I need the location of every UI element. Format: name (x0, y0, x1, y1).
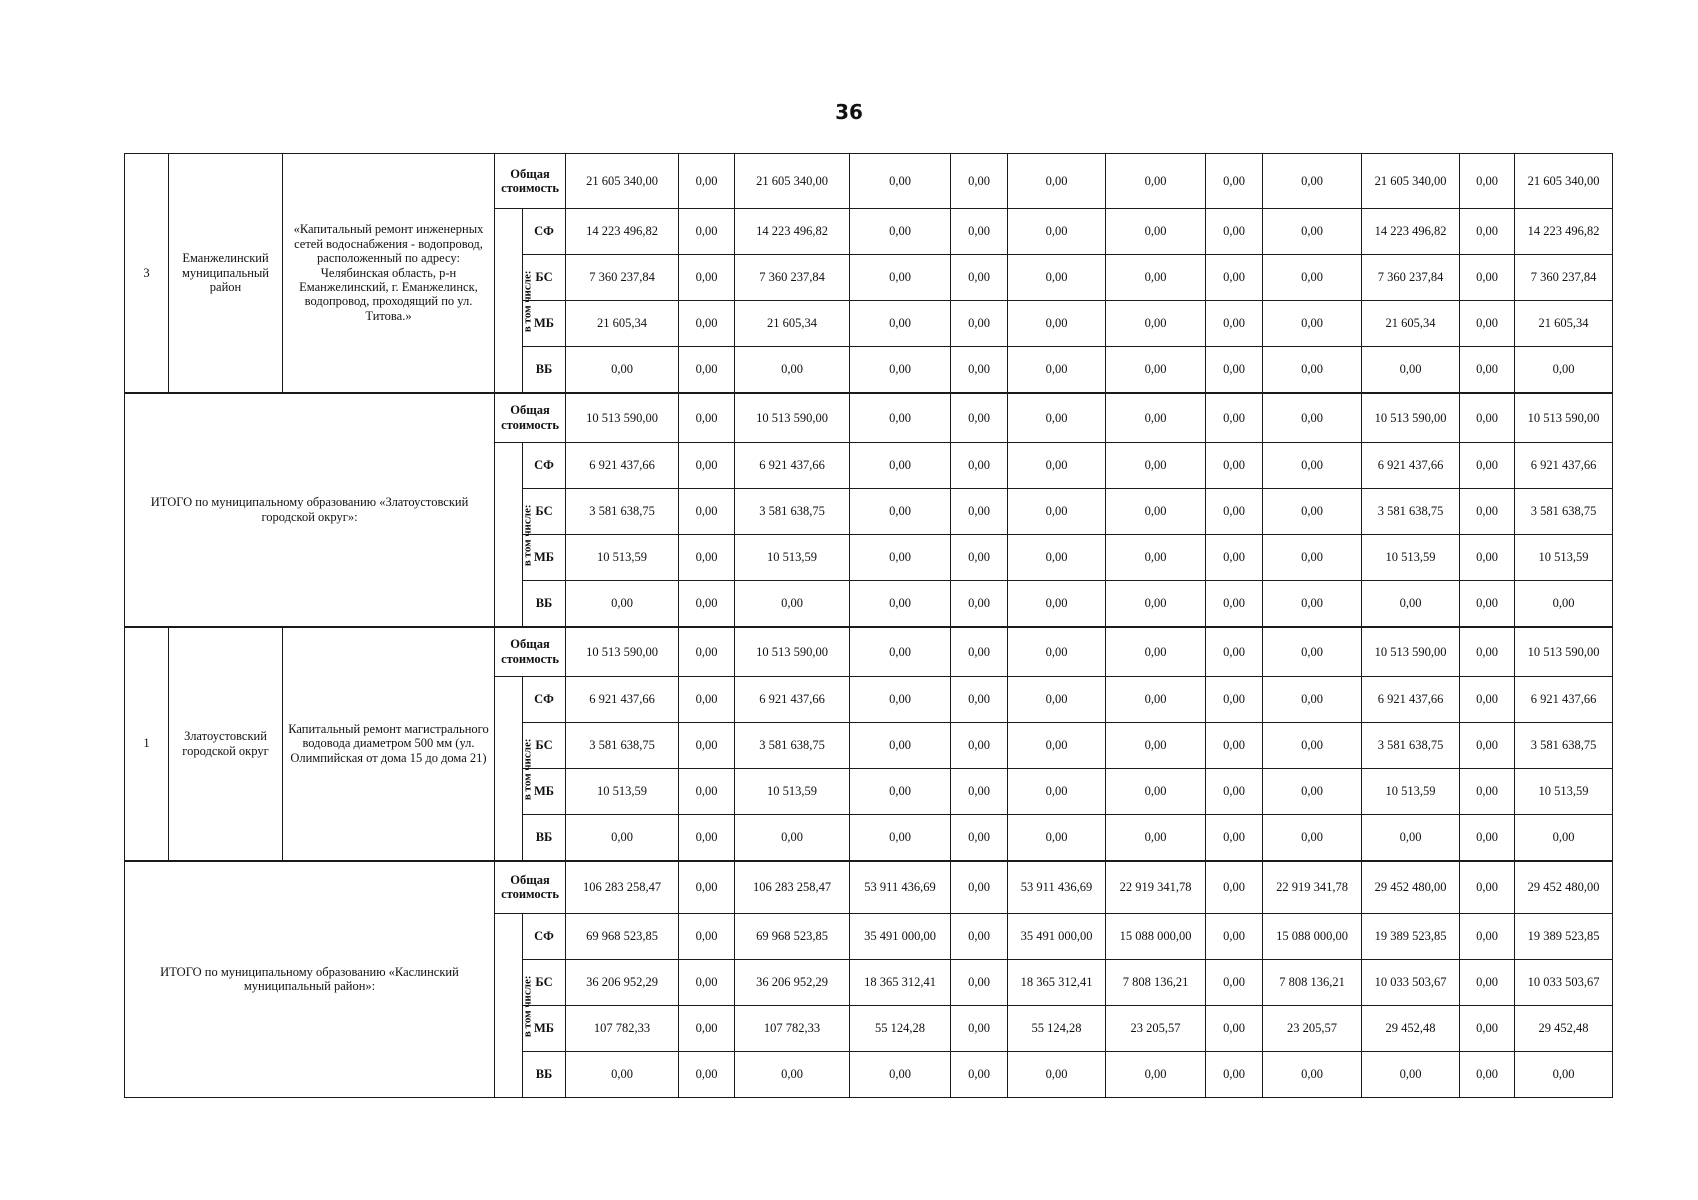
amount-cell: 21 605 340,00 (735, 154, 850, 209)
amount-cell: 14 223 496,82 (735, 209, 850, 255)
amount-cell: 0,00 (1460, 154, 1515, 209)
amount-cell: 106 283 258,47 (735, 861, 850, 914)
amount-cell: 36 206 952,29 (735, 960, 850, 1006)
amount-cell: 7 360 237,84 (1515, 255, 1613, 301)
amount-cell: 0,00 (951, 489, 1008, 535)
amount-cell: 0,00 (1460, 1006, 1515, 1052)
amount-cell: 10 513 590,00 (1362, 393, 1460, 443)
amount-cell: 10 513 590,00 (566, 627, 679, 677)
including-label-cell (495, 209, 534, 393)
amount-cell: 0,00 (951, 301, 1008, 347)
amount-cell: 0,00 (679, 347, 735, 393)
amount-cell: 0,00 (850, 209, 951, 255)
amount-cell: 0,00 (850, 443, 951, 489)
amount-cell: 0,00 (850, 581, 951, 627)
source-label: ВБ (523, 815, 566, 861)
source-label: СФ (523, 209, 566, 255)
amount-cell: 0,00 (850, 535, 951, 581)
amount-cell: 10 513,59 (566, 535, 679, 581)
amount-cell: 0,00 (1008, 443, 1106, 489)
amount-cell: 0,00 (1206, 301, 1263, 347)
amount-cell: 0,00 (850, 723, 951, 769)
amount-cell: 0,00 (1460, 1052, 1515, 1098)
amount-cell: 0,00 (850, 154, 951, 209)
amount-cell: 0,00 (1106, 769, 1206, 815)
amount-cell: 0,00 (1106, 815, 1206, 861)
source-label: ВБ (523, 581, 566, 627)
amount-cell: 0,00 (679, 914, 735, 960)
amount-cell: 0,00 (1008, 154, 1106, 209)
amount-cell: 0,00 (951, 154, 1008, 209)
amount-cell: 36 206 952,29 (566, 960, 679, 1006)
including-label: в том числе: (521, 975, 534, 1038)
amount-cell: 10 513 590,00 (1362, 627, 1460, 677)
amount-cell: 0,00 (679, 723, 735, 769)
source-label: СФ (523, 677, 566, 723)
amount-cell: 0,00 (679, 627, 735, 677)
amount-cell: 18 365 312,41 (850, 960, 951, 1006)
amount-cell: 0,00 (1460, 489, 1515, 535)
amount-cell: 0,00 (1206, 535, 1263, 581)
amount-cell: 0,00 (1206, 1052, 1263, 1098)
including-label-cell (495, 443, 534, 627)
amount-cell: 0,00 (951, 535, 1008, 581)
amount-cell: 0,00 (679, 769, 735, 815)
amount-cell: 29 452,48 (1515, 1006, 1613, 1052)
amount-cell: 0,00 (1460, 914, 1515, 960)
amount-cell: 0,00 (1460, 581, 1515, 627)
amount-cell: 10 513,59 (566, 769, 679, 815)
amount-cell: 0,00 (679, 535, 735, 581)
amount-cell: 0,00 (951, 581, 1008, 627)
amount-cell: 21 605 340,00 (1362, 154, 1460, 209)
amount-cell: 10 513,59 (1515, 769, 1613, 815)
amount-cell: 3 581 638,75 (735, 489, 850, 535)
amount-cell: 0,00 (1206, 815, 1263, 861)
amount-cell: 10 513,59 (735, 535, 850, 581)
amount-cell: 0,00 (1263, 815, 1362, 861)
amount-cell: 0,00 (1460, 301, 1515, 347)
amount-cell: 0,00 (1263, 769, 1362, 815)
amount-cell: 29 452 480,00 (1362, 861, 1460, 914)
amount-cell: 0,00 (1460, 393, 1515, 443)
amount-cell: 10 513,59 (735, 769, 850, 815)
amount-cell: 15 088 000,00 (1263, 914, 1362, 960)
amount-cell: 0,00 (1206, 581, 1263, 627)
amount-cell: 0,00 (1008, 723, 1106, 769)
amount-cell: 55 124,28 (1008, 1006, 1106, 1052)
amount-cell: 0,00 (850, 677, 951, 723)
amount-cell: 0,00 (1206, 1006, 1263, 1052)
amount-cell: 53 911 436,69 (1008, 861, 1106, 914)
amount-cell: 0,00 (1206, 677, 1263, 723)
including-label-cell (495, 677, 534, 861)
amount-cell: 0,00 (850, 301, 951, 347)
amount-cell: 0,00 (735, 581, 850, 627)
amount-cell: 0,00 (1206, 914, 1263, 960)
amount-cell: 14 223 496,82 (1515, 209, 1613, 255)
amount-cell: 0,00 (679, 815, 735, 861)
amount-cell: 0,00 (1460, 861, 1515, 914)
amount-cell: 0,00 (951, 627, 1008, 677)
amount-cell: 0,00 (951, 209, 1008, 255)
amount-cell: 0,00 (1206, 255, 1263, 301)
amount-cell: 10 513 590,00 (566, 393, 679, 443)
amount-cell: 0,00 (1263, 677, 1362, 723)
amount-cell: 0,00 (1106, 301, 1206, 347)
amount-cell: 0,00 (566, 815, 679, 861)
amount-cell: 0,00 (951, 255, 1008, 301)
amount-cell: 10 513 590,00 (1515, 393, 1613, 443)
amount-cell: 0,00 (850, 1052, 951, 1098)
amount-cell: 0,00 (951, 393, 1008, 443)
amount-cell: 0,00 (951, 677, 1008, 723)
amount-cell: 0,00 (1515, 581, 1613, 627)
source-label: БС (523, 255, 566, 301)
amount-cell: 0,00 (1106, 209, 1206, 255)
amount-cell: 3 581 638,75 (1515, 723, 1613, 769)
amount-cell: 0,00 (1263, 393, 1362, 443)
amount-cell: 29 452,48 (1362, 1006, 1460, 1052)
amount-cell: 0,00 (1460, 255, 1515, 301)
amount-cell: 0,00 (951, 815, 1008, 861)
amount-cell: 0,00 (1106, 154, 1206, 209)
amount-cell: 7 808 136,21 (1263, 960, 1362, 1006)
amount-cell: 21 605,34 (1362, 301, 1460, 347)
amount-cell: 0,00 (1460, 960, 1515, 1006)
amount-cell: 0,00 (951, 723, 1008, 769)
total-cost-label: Общая стоимость (495, 861, 566, 914)
amount-cell: 0,00 (679, 154, 735, 209)
amount-cell: 10 033 503,67 (1362, 960, 1460, 1006)
amount-cell: 0,00 (1362, 347, 1460, 393)
source-label: МБ (523, 1006, 566, 1052)
amount-cell: 0,00 (1515, 347, 1613, 393)
amount-cell: 0,00 (679, 677, 735, 723)
amount-cell: 7 360 237,84 (1362, 255, 1460, 301)
amount-cell: 0,00 (566, 581, 679, 627)
table-row (125, 861, 1613, 914)
amount-cell: 0,00 (1008, 255, 1106, 301)
amount-cell: 21 605,34 (566, 301, 679, 347)
amount-cell: 0,00 (1106, 723, 1206, 769)
amount-cell: 107 782,33 (566, 1006, 679, 1052)
amount-cell: 0,00 (1460, 723, 1515, 769)
amount-cell: 10 513 590,00 (735, 627, 850, 677)
amount-cell: 0,00 (1106, 255, 1206, 301)
amount-cell: 23 205,57 (1106, 1006, 1206, 1052)
total-cost-label: Общая стоимость (495, 393, 566, 443)
amount-cell: 0,00 (1008, 769, 1106, 815)
amount-cell: 0,00 (1206, 489, 1263, 535)
municipality-name: Еманжелинский муниципальный район (169, 154, 283, 393)
total-label: ИТОГО по муниципальному образованию «Каслинский муниципальный район»: (125, 861, 495, 1098)
including-label-cell (495, 914, 534, 1098)
amount-cell: 0,00 (679, 581, 735, 627)
amount-cell: 0,00 (1008, 489, 1106, 535)
amount-cell: 0,00 (1460, 443, 1515, 489)
amount-cell: 0,00 (1206, 209, 1263, 255)
page-number: 36 (835, 100, 863, 124)
total-label: ИТОГО по муниципальному образованию «Златоустовский городской округ»: (125, 393, 495, 627)
total-cost-label: Общая стоимость (495, 627, 566, 677)
amount-cell: 0,00 (1263, 154, 1362, 209)
amount-cell: 3 581 638,75 (735, 723, 850, 769)
source-label: БС (523, 723, 566, 769)
amount-cell: 0,00 (1106, 581, 1206, 627)
amount-cell: 0,00 (1206, 347, 1263, 393)
amount-cell: 6 921 437,66 (566, 677, 679, 723)
amount-cell: 0,00 (1106, 627, 1206, 677)
amount-cell: 0,00 (679, 489, 735, 535)
amount-cell: 6 921 437,66 (1515, 677, 1613, 723)
amount-cell: 0,00 (1263, 627, 1362, 677)
amount-cell: 55 124,28 (850, 1006, 951, 1052)
amount-cell: 53 911 436,69 (850, 861, 951, 914)
amount-cell: 0,00 (1008, 535, 1106, 581)
amount-cell: 10 513,59 (1362, 769, 1460, 815)
amount-cell: 35 491 000,00 (850, 914, 951, 960)
amount-cell: 10 513,59 (1515, 535, 1613, 581)
amount-cell: 0,00 (679, 443, 735, 489)
amount-cell: 0,00 (1263, 535, 1362, 581)
table-row (125, 627, 1613, 677)
amount-cell: 0,00 (1206, 769, 1263, 815)
amount-cell: 0,00 (1008, 393, 1106, 443)
municipality-name: Златоустовский городской округ (169, 627, 283, 861)
source-label: МБ (523, 535, 566, 581)
amount-cell: 0,00 (679, 255, 735, 301)
source-label: ВБ (523, 347, 566, 393)
amount-cell: 0,00 (1460, 769, 1515, 815)
source-label: БС (523, 960, 566, 1006)
source-label: СФ (523, 443, 566, 489)
table-row (125, 393, 1613, 443)
amount-cell: 3 581 638,75 (566, 489, 679, 535)
amount-cell: 0,00 (1008, 815, 1106, 861)
amount-cell: 0,00 (1008, 627, 1106, 677)
amount-cell: 21 605,34 (1515, 301, 1613, 347)
including-label: в том числе: (521, 504, 534, 567)
amount-cell: 0,00 (1106, 677, 1206, 723)
amount-cell: 0,00 (679, 209, 735, 255)
amount-cell: 3 581 638,75 (1515, 489, 1613, 535)
amount-cell: 29 452 480,00 (1515, 861, 1613, 914)
amount-cell: 0,00 (679, 1052, 735, 1098)
source-label: МБ (523, 301, 566, 347)
amount-cell: 7 360 237,84 (735, 255, 850, 301)
item-number: 3 (125, 154, 169, 393)
amount-cell: 0,00 (1008, 1052, 1106, 1098)
amount-cell: 6 921 437,66 (735, 443, 850, 489)
amount-cell: 0,00 (1106, 1052, 1206, 1098)
amount-cell: 6 921 437,66 (1515, 443, 1613, 489)
amount-cell: 0,00 (1008, 347, 1106, 393)
amount-cell: 18 365 312,41 (1008, 960, 1106, 1006)
amount-cell: 0,00 (850, 255, 951, 301)
amount-cell: 10 513,59 (1362, 535, 1460, 581)
amount-cell: 7 808 136,21 (1106, 960, 1206, 1006)
amount-cell: 0,00 (951, 347, 1008, 393)
table-row (125, 154, 1613, 209)
total-cost-label: Общая стоимость (495, 154, 566, 209)
amount-cell: 0,00 (1106, 347, 1206, 393)
amount-cell: 0,00 (1206, 393, 1263, 443)
amount-cell: 0,00 (679, 960, 735, 1006)
amount-cell: 0,00 (735, 1052, 850, 1098)
amount-cell: 0,00 (951, 1052, 1008, 1098)
source-label: СФ (523, 914, 566, 960)
amount-cell: 15 088 000,00 (1106, 914, 1206, 960)
amount-cell: 0,00 (850, 347, 951, 393)
amount-cell: 3 581 638,75 (566, 723, 679, 769)
amount-cell: 0,00 (850, 769, 951, 815)
amount-cell: 0,00 (1515, 815, 1613, 861)
amount-cell: 0,00 (1206, 627, 1263, 677)
amount-cell: 0,00 (1008, 581, 1106, 627)
amount-cell: 0,00 (1460, 677, 1515, 723)
amount-cell: 0,00 (1263, 489, 1362, 535)
amount-cell: 0,00 (735, 347, 850, 393)
project-description: Капитальный ремонт магистрального водовода диаметром 500 мм (ул. Олимпийская от дома 15 до дома 21) (283, 627, 495, 861)
amount-cell: 0,00 (951, 960, 1008, 1006)
amount-cell: 3 581 638,75 (1362, 723, 1460, 769)
amount-cell: 0,00 (679, 301, 735, 347)
amount-cell: 0,00 (1263, 347, 1362, 393)
amount-cell: 35 491 000,00 (1008, 914, 1106, 960)
including-label: в том числе: (521, 270, 534, 333)
amount-cell: 0,00 (1362, 581, 1460, 627)
amount-cell: 0,00 (1008, 677, 1106, 723)
amount-cell: 0,00 (566, 347, 679, 393)
amount-cell: 0,00 (679, 1006, 735, 1052)
amount-cell: 21 605 340,00 (1515, 154, 1613, 209)
amount-cell: 0,00 (951, 769, 1008, 815)
amount-cell: 0,00 (850, 393, 951, 443)
amount-cell: 69 968 523,85 (735, 914, 850, 960)
amount-cell: 10 513 590,00 (735, 393, 850, 443)
project-description: «Капитальный ремонт инженерных сетей водоснабжения - водопровод, расположенный по адресу: Челябинская область, р-н Еманжелинский, г. Еманжелинск, водопровод, проходящий по ул. Титова.» (283, 154, 495, 393)
amount-cell: 0,00 (1106, 443, 1206, 489)
amount-cell: 0,00 (1263, 209, 1362, 255)
including-label: в том числе: (521, 738, 534, 801)
amount-cell: 0,00 (951, 861, 1008, 914)
amount-cell: 0,00 (1008, 209, 1106, 255)
amount-cell: 0,00 (1460, 627, 1515, 677)
amount-cell: 0,00 (566, 1052, 679, 1098)
source-label: БС (523, 489, 566, 535)
amount-cell: 0,00 (1460, 209, 1515, 255)
amount-cell: 0,00 (951, 443, 1008, 489)
amount-cell: 21 605 340,00 (566, 154, 679, 209)
amount-cell: 10 033 503,67 (1515, 960, 1613, 1006)
amount-cell: 21 605,34 (735, 301, 850, 347)
amount-cell: 0,00 (1263, 723, 1362, 769)
budget-table (124, 153, 1613, 1098)
amount-cell: 0,00 (850, 815, 951, 861)
amount-cell: 0,00 (735, 815, 850, 861)
amount-cell: 0,00 (1206, 960, 1263, 1006)
amount-cell: 0,00 (1206, 861, 1263, 914)
amount-cell: 14 223 496,82 (566, 209, 679, 255)
amount-cell: 19 389 523,85 (1515, 914, 1613, 960)
amount-cell: 107 782,33 (735, 1006, 850, 1052)
source-label: ВБ (523, 1052, 566, 1098)
amount-cell: 0,00 (1106, 489, 1206, 535)
amount-cell: 0,00 (1008, 301, 1106, 347)
amount-cell: 6 921 437,66 (566, 443, 679, 489)
amount-cell: 106 283 258,47 (566, 861, 679, 914)
amount-cell: 19 389 523,85 (1362, 914, 1460, 960)
amount-cell: 6 921 437,66 (1362, 443, 1460, 489)
amount-cell: 0,00 (1263, 443, 1362, 489)
amount-cell: 14 223 496,82 (1362, 209, 1460, 255)
amount-cell: 0,00 (1362, 815, 1460, 861)
amount-cell: 0,00 (1460, 535, 1515, 581)
amount-cell: 0,00 (679, 393, 735, 443)
amount-cell: 0,00 (1206, 154, 1263, 209)
amount-cell: 0,00 (1206, 443, 1263, 489)
amount-cell: 0,00 (1206, 723, 1263, 769)
amount-cell: 3 581 638,75 (1362, 489, 1460, 535)
amount-cell: 0,00 (1263, 1052, 1362, 1098)
amount-cell: 0,00 (1362, 1052, 1460, 1098)
amount-cell: 0,00 (1515, 1052, 1613, 1098)
item-number: 1 (125, 627, 169, 861)
source-label: МБ (523, 769, 566, 815)
amount-cell: 23 205,57 (1263, 1006, 1362, 1052)
amount-cell: 0,00 (1263, 301, 1362, 347)
amount-cell: 22 919 341,78 (1263, 861, 1362, 914)
amount-cell: 0,00 (1106, 393, 1206, 443)
amount-cell: 0,00 (679, 861, 735, 914)
amount-cell: 0,00 (850, 627, 951, 677)
amount-cell: 6 921 437,66 (1362, 677, 1460, 723)
amount-cell: 10 513 590,00 (1515, 627, 1613, 677)
amount-cell: 0,00 (1106, 535, 1206, 581)
amount-cell: 22 919 341,78 (1106, 861, 1206, 914)
amount-cell: 0,00 (1263, 255, 1362, 301)
amount-cell: 0,00 (951, 1006, 1008, 1052)
amount-cell: 69 968 523,85 (566, 914, 679, 960)
amount-cell: 0,00 (850, 489, 951, 535)
amount-cell: 6 921 437,66 (735, 677, 850, 723)
amount-cell: 0,00 (951, 914, 1008, 960)
amount-cell: 0,00 (1460, 815, 1515, 861)
amount-cell: 0,00 (1263, 581, 1362, 627)
amount-cell: 0,00 (1460, 347, 1515, 393)
amount-cell: 7 360 237,84 (566, 255, 679, 301)
